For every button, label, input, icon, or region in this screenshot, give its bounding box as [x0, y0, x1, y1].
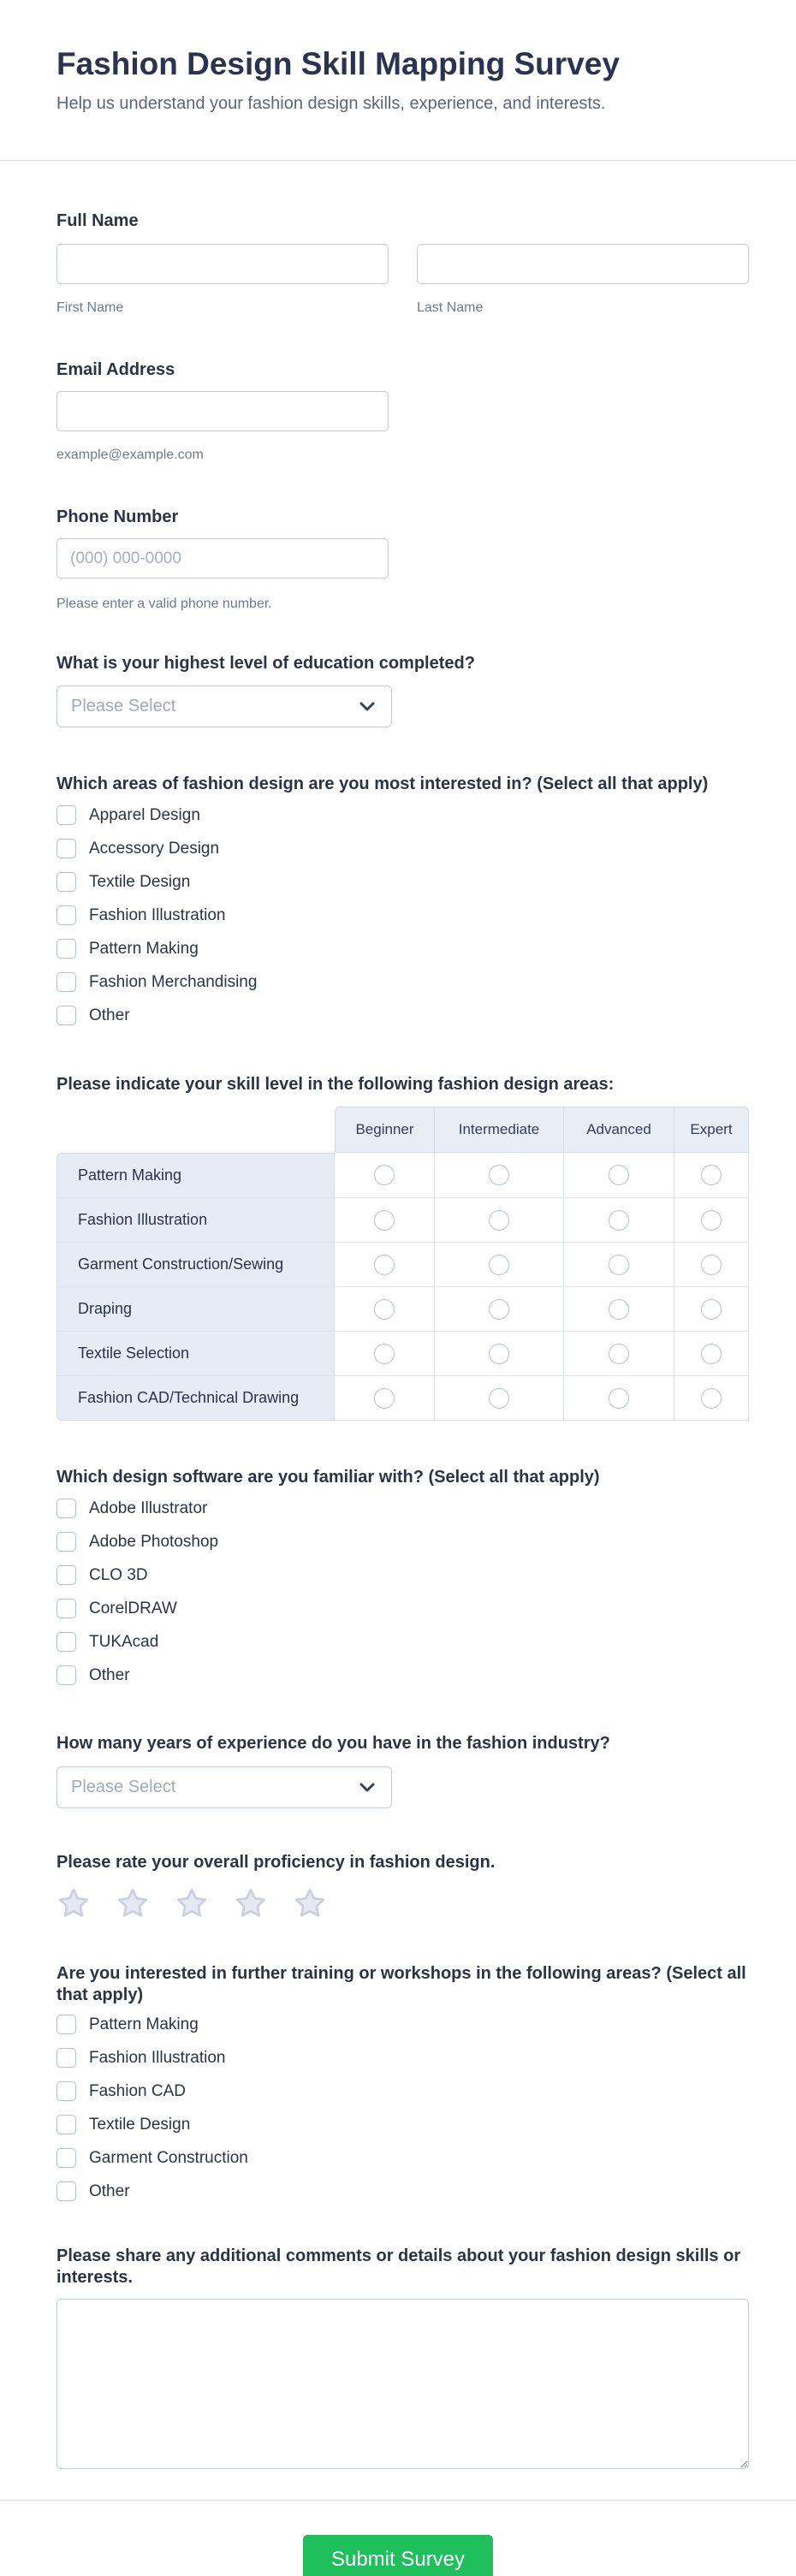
matrix-row [56, 1153, 749, 1198]
question-label: Phone Number [56, 507, 179, 526]
chevron-down-icon [359, 1783, 375, 1793]
radio-button[interactable] [374, 1255, 395, 1275]
question-label: Please rate your overall proficiency in fashion design. [56, 1853, 496, 1872]
checkbox-option[interactable] [56, 2015, 749, 2034]
question-full-name [56, 211, 749, 315]
form-header [0, 0, 796, 160]
question-experience [56, 1733, 749, 1808]
checkbox-label: Other [89, 1666, 130, 1684]
radio-button[interactable] [374, 1388, 395, 1409]
select-placeholder: Please Select [71, 1778, 176, 1796]
radio-button[interactable] [374, 1299, 395, 1320]
matrix-column-header: Beginner [335, 1107, 435, 1153]
matrix-radio-cell[interactable] [674, 1332, 749, 1376]
matrix-body [56, 1153, 749, 1421]
checkbox[interactable] [56, 1632, 76, 1652]
matrix-row [56, 1332, 749, 1376]
checkbox[interactable] [56, 2081, 76, 2101]
matrix-column-header: Intermediate [435, 1107, 564, 1153]
checkbox-label: CLO 3D [89, 1566, 148, 1584]
checkbox-option[interactable] [56, 905, 749, 925]
last-name-sublabel: Last Name [417, 300, 484, 315]
email-input[interactable] [56, 391, 389, 431]
checkbox-label: Other [89, 1006, 130, 1024]
select-placeholder: Please Select [71, 697, 176, 715]
star-icon[interactable] [175, 1886, 209, 1920]
checkbox[interactable] [56, 939, 76, 959]
matrix-radio-cell[interactable] [564, 1243, 674, 1287]
checkbox-label: Fashion Illustration [89, 2049, 226, 2067]
page-title: Fashion Design Skill Mapping Survey [56, 46, 620, 81]
matrix-radio-cell[interactable] [674, 1243, 749, 1287]
first-name-input[interactable] [56, 244, 389, 284]
question-label: Please share any additional comments or details about your fashion design skills or interests. [56, 2247, 741, 2287]
question-interest-areas [56, 774, 749, 1025]
comments-textarea[interactable] [56, 2299, 749, 2469]
checkbox-label: Pattern Making [89, 940, 199, 958]
radio-button[interactable] [609, 1210, 629, 1231]
matrix-row-label: Fashion Illustration [56, 1198, 335, 1243]
checkbox[interactable] [56, 1565, 76, 1585]
matrix-row-label: Pattern Making [56, 1153, 335, 1198]
checkbox-group-interest-areas [56, 805, 749, 1025]
matrix-radio-cell[interactable] [674, 1153, 749, 1198]
checkbox-option[interactable] [56, 805, 749, 825]
radio-button[interactable] [609, 1388, 629, 1409]
question-label: Are you interested in further training or workshops in the following areas? (Select all that apply) [56, 1964, 746, 2004]
radio-button[interactable] [701, 1255, 722, 1275]
footer-divider [0, 2500, 796, 2501]
question-label: Email Address [56, 360, 175, 379]
question-comments [56, 2246, 749, 2473]
star-icon[interactable] [234, 1886, 268, 1920]
checkbox-option[interactable] [56, 839, 749, 858]
skill-matrix-table [56, 1107, 749, 1421]
checkbox[interactable] [56, 905, 76, 925]
matrix-column-header: Expert [674, 1107, 749, 1153]
checkbox[interactable] [56, 2181, 76, 2201]
checkbox[interactable] [56, 972, 76, 992]
question-education [56, 653, 749, 727]
matrix-row-label: Garment Construction/Sewing [56, 1243, 335, 1287]
radio-button[interactable] [609, 1255, 629, 1275]
first-name-sublabel: First Name [56, 300, 124, 315]
checkbox-label: Fashion Illustration [89, 906, 226, 924]
matrix-radio-cell[interactable] [564, 1376, 674, 1421]
matrix-radio-cell[interactable] [564, 1153, 674, 1198]
checkbox-label: Other [89, 2182, 130, 2200]
matrix-radio-cell[interactable] [435, 1332, 564, 1376]
checkbox[interactable] [56, 1665, 76, 1685]
question-label: How many years of experience do you have in the fashion industry? [56, 1734, 610, 1753]
matrix-radio-cell[interactable] [335, 1153, 435, 1198]
matrix-radio-cell[interactable] [674, 1376, 749, 1421]
checkbox-option[interactable] [56, 2115, 749, 2134]
checkbox-option[interactable] [56, 1006, 749, 1025]
matrix-row [56, 1198, 749, 1243]
matrix-header-row [56, 1107, 749, 1153]
education-select[interactable] [56, 686, 392, 727]
checkbox[interactable] [56, 872, 76, 892]
checkbox[interactable] [56, 2015, 76, 2034]
email-sublabel: example@example.com [56, 448, 204, 462]
matrix-radio-cell[interactable] [335, 1376, 435, 1421]
matrix-radio-cell[interactable] [564, 1287, 674, 1332]
matrix-radio-cell[interactable] [564, 1332, 674, 1376]
matrix-radio-cell[interactable] [435, 1243, 564, 1287]
radio-button[interactable] [489, 1165, 509, 1185]
checkbox-label: TUKAcad [89, 1633, 159, 1651]
matrix-row [56, 1287, 749, 1332]
phone-input[interactable] [56, 538, 389, 579]
checkbox-label: Fashion CAD [89, 2082, 186, 2100]
radio-button[interactable] [489, 1210, 509, 1231]
radio-button[interactable] [489, 1299, 509, 1320]
checkbox-label: Textile Design [89, 873, 191, 891]
matrix-radio-cell[interactable] [335, 1332, 435, 1376]
experience-select[interactable] [56, 1766, 392, 1808]
radio-button[interactable] [609, 1165, 629, 1185]
matrix-row-label: Textile Selection [56, 1332, 335, 1376]
checkbox[interactable] [56, 1499, 76, 1518]
checkbox-option[interactable] [56, 2181, 749, 2201]
checkbox-option[interactable] [56, 2048, 749, 2068]
question-label: Please indicate your skill level in the following fashion design areas: [56, 1075, 615, 1094]
checkbox-option[interactable] [56, 1632, 749, 1652]
matrix-row [56, 1376, 749, 1421]
radio-button[interactable] [374, 1344, 395, 1364]
page-subtitle: Help us understand your fashion design skills, experience, and interests. [56, 94, 606, 113]
phone-sublabel: Please enter a valid phone number. [56, 597, 272, 611]
matrix-radio-cell[interactable] [435, 1198, 564, 1243]
checkbox-label: Accessory Design [89, 840, 220, 858]
radio-button[interactable] [609, 1299, 629, 1320]
matrix-radio-cell[interactable] [674, 1287, 749, 1332]
checkbox-option[interactable] [56, 939, 749, 959]
checkbox-label: Garment Construction [89, 2149, 248, 2167]
star-rating [56, 1886, 749, 1920]
header-divider [0, 160, 796, 161]
checkbox-label: Textile Design [89, 2116, 191, 2134]
checkbox[interactable] [56, 2148, 76, 2168]
matrix-header-spacer [56, 1107, 335, 1153]
matrix-radio-cell[interactable] [435, 1153, 564, 1198]
matrix-row [56, 1243, 749, 1287]
radio-button[interactable] [701, 1299, 722, 1320]
checkbox[interactable] [56, 2115, 76, 2134]
radio-button[interactable] [374, 1165, 395, 1185]
matrix-radio-cell[interactable] [674, 1198, 749, 1243]
radio-button[interactable] [489, 1344, 509, 1364]
radio-button[interactable] [701, 1210, 722, 1231]
radio-button[interactable] [374, 1210, 395, 1231]
star-icon[interactable] [56, 1886, 91, 1920]
checkbox-label: CorelDRAW [89, 1600, 177, 1617]
checkbox-group-training [56, 2015, 749, 2201]
star-icon[interactable] [293, 1886, 327, 1920]
checkbox[interactable] [56, 2048, 76, 2068]
checkbox[interactable] [56, 1532, 76, 1552]
star-icon[interactable] [116, 1886, 150, 1920]
question-phone [56, 507, 749, 611]
checkbox-option[interactable] [56, 872, 749, 892]
question-skill-matrix [56, 1074, 749, 1421]
checkbox-option[interactable] [56, 1565, 749, 1585]
matrix-radio-cell[interactable] [335, 1287, 435, 1332]
checkbox[interactable] [56, 1599, 76, 1618]
radio-button[interactable] [489, 1255, 509, 1275]
radio-button[interactable] [701, 1165, 722, 1185]
checkbox-option[interactable] [56, 1665, 749, 1685]
matrix-row-label: Draping [56, 1287, 335, 1332]
checkbox-label: Fashion Merchandising [89, 973, 258, 991]
checkbox-option[interactable] [56, 2148, 749, 2168]
radio-button[interactable] [701, 1388, 722, 1409]
checkbox-label: Adobe Illustrator [89, 1499, 208, 1517]
checkbox-group-software [56, 1499, 749, 1685]
checkbox-option[interactable] [56, 1599, 749, 1618]
checkbox-option[interactable] [56, 2081, 749, 2101]
matrix-radio-cell[interactable] [564, 1198, 674, 1243]
radio-button[interactable] [609, 1344, 629, 1364]
checkbox-option[interactable] [56, 972, 749, 992]
radio-button[interactable] [701, 1344, 722, 1364]
checkbox[interactable] [56, 839, 76, 858]
question-training [56, 1963, 749, 2201]
question-label: What is your highest level of education completed? [56, 654, 475, 673]
matrix-column-header: Advanced [564, 1107, 674, 1153]
matrix-radio-cell[interactable] [435, 1376, 564, 1421]
matrix-radio-cell[interactable] [335, 1243, 435, 1287]
checkbox-label: Adobe Photoshop [89, 1533, 219, 1551]
checkbox[interactable] [56, 805, 76, 825]
question-rating [56, 1852, 749, 1920]
checkbox-label: Pattern Making [89, 2015, 199, 2033]
question-label: Full Name [56, 211, 139, 230]
question-label: Which design software are you familiar with? (Select all that apply) [56, 1468, 600, 1487]
matrix-radio-cell[interactable] [335, 1198, 435, 1243]
chevron-down-icon [359, 702, 375, 712]
radio-button[interactable] [489, 1388, 509, 1409]
checkbox-option[interactable] [56, 1532, 749, 1552]
question-label: Which areas of fashion design are you most interested in? (Select all that apply) [56, 775, 709, 793]
checkbox-option[interactable] [56, 1499, 749, 1518]
checkbox[interactable] [56, 1006, 76, 1025]
question-software [56, 1467, 749, 1685]
matrix-row-label: Fashion CAD/Technical Drawing [56, 1376, 335, 1421]
submit-button[interactable]: Submit Survey [303, 2535, 493, 2576]
question-email [56, 359, 749, 462]
matrix-radio-cell[interactable] [435, 1287, 564, 1332]
checkbox-label: Apparel Design [89, 806, 200, 824]
last-name-input[interactable] [417, 244, 749, 284]
